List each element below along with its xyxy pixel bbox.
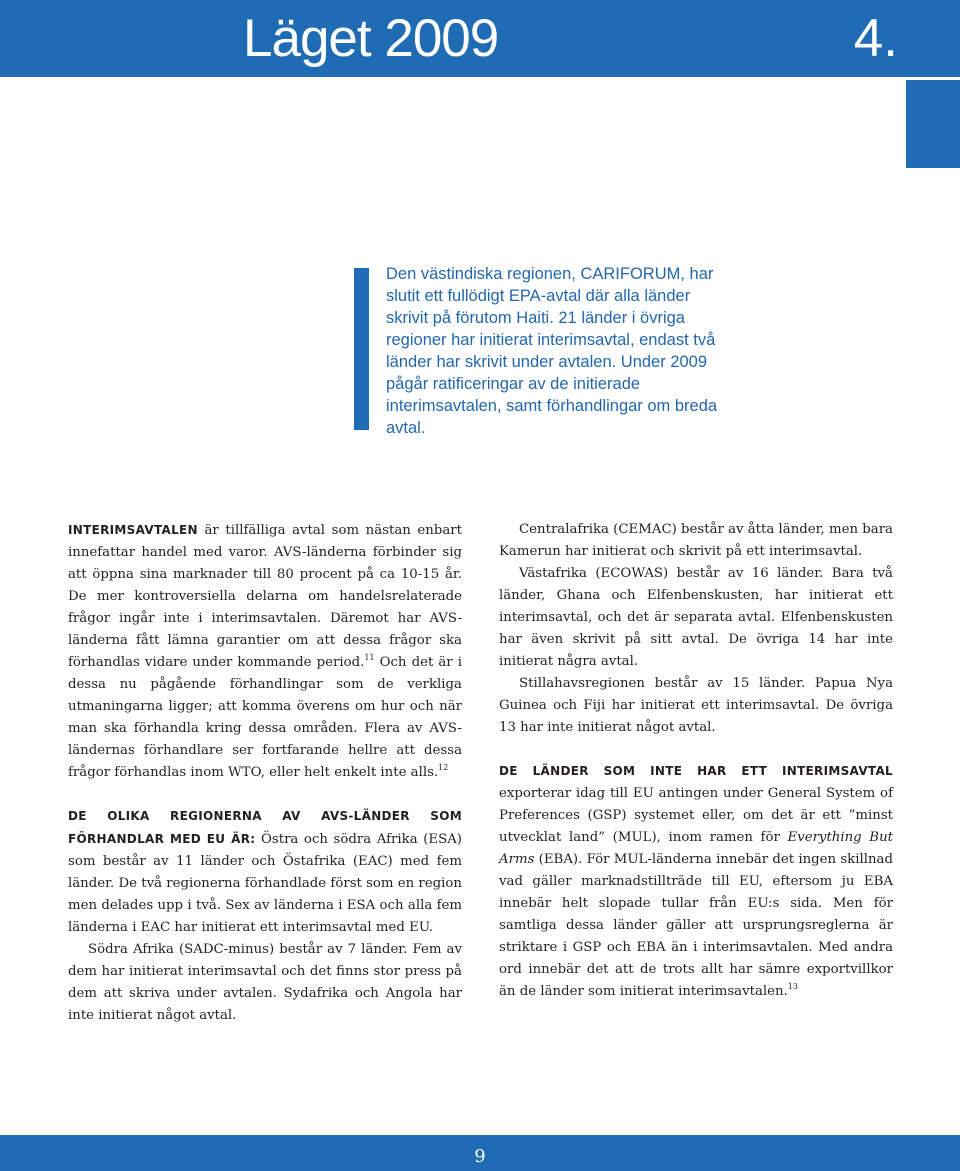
- chapter-number: 4.: [853, 9, 898, 68]
- paragraph-stillahav: Stillahavsregionen består av 15 länder. Papua Nya Guinea och Fiji har initierat ett interimsavtal. De övriga 13 har inte initierat något avtal.: [499, 676, 893, 735]
- paragraph-interimsavtalen: [68, 519, 462, 784]
- run-in-heading: DE OLIKA REGIONERNA AV AVS-LÄNDER SOM FÖRHANDLAR MED EU ÄR:: [68, 809, 462, 846]
- paragraph-text: är tillfälliga avtal som nästan enbart innefattar handel med varor. AVS-länderna förbinder sig att öppna sina marknader till 80 procent på ca 10-15 år. De mer kontroversiella delarna om handelsrelaterade frågor ingår inte i interimsavtalen. Däremot har AVS-länderna fått lämna garantier om att dessa frågor ska förhandlas vidare under kommande period.: [68, 523, 462, 670]
- run-in-heading: INTERIMSAVTALEN: [68, 523, 198, 537]
- chapter-tab-block: [906, 80, 960, 168]
- page-number: 9: [474, 1146, 486, 1167]
- paragraph-sadc: Södra Afrika (SADC-minus) består av 7 länder. Fem av dem har initierat interimsavtal och det finns stor press på dem att skriva under avtalen. Sydafrika och Angola har inte initierat något avtal.: [68, 942, 462, 1023]
- intro-accent-bar: [354, 268, 369, 430]
- paragraph-regionerna: [68, 805, 462, 939]
- page-title: Läget 2009: [243, 9, 499, 68]
- paragraph-text: Östra och södra Afrika (ESA) som består av 11 länder och Östafrika (EAC) med fem länder. De två regionerna förhandlade först som en region men delades upp i två. Sex av länderna i ESA och alla fem länderna i EAC har initierat ett interimsavtal med EU.: [68, 832, 462, 935]
- italic-term: Everything But Arms: [499, 830, 893, 867]
- paragraph-text: Och det är i dessa nu pågående förhandlingar som de verkliga utmaningarna ligger; att komma överens om hur och när man ska förhandla kring dessa områden. Flera av AVS-ländernas förhandlare ser fortfarande hellre att dessa frågor förhandlas inom WTO, eller helt enkelt inte alls.: [68, 655, 462, 780]
- paragraph-text: exporterar idag till EU antingen under General System of Preferences (GSP) systemet eller, om det är ett ”minst utvecklat land” (MUL), inom ramen för: [499, 786, 893, 845]
- paragraph-utan-interimsavtal: [499, 760, 893, 1003]
- paragraph-cemac: Centralafrika (CEMAC) består av åtta länder, men bara Kamerun har initierat och skrivit på ett interimsavtal.: [499, 522, 893, 559]
- paragraph-text: (EBA). För MUL-länderna innebär det ingen skillnad vad gäller marknadstillträde till EU, eftersom ju EBA innebär helt slopade tullar från EU:s sida. Men för samtliga dessa länder gäller att ursprungsreglerna är striktare i GSP och EBA än i interimsavtalen. Med andra ord innebär det att de trots allt har sämre exportvillkor än de länder som initierat interimsavtalen.: [499, 852, 893, 999]
- run-in-heading: DE LÄNDER SOM INTE HAR ETT INTERIMSAVTAL: [499, 764, 893, 778]
- right-column: [499, 519, 893, 1003]
- header-divider: [0, 78, 960, 80]
- intro-lead-text: Den västindiska regionen, CARIFORUM, har slutit ett fullödigt EPA-avtal där alla länder skrivit på förutom Haiti. 21 länder i övriga regioner har initierat interimsavtal, endast två länder har skrivit under avtalen. Under 2009 pågår ratificeringar av de initierade interimsavtalen, samt förhandlingar om breda avtal.: [386, 265, 718, 437]
- header-bar: [0, 0, 960, 77]
- footnote-ref: 12: [438, 763, 449, 772]
- paragraph-ecowas: Västafrika (ECOWAS) består av 16 länder. Bara två länder, Ghana och Elfenbenskusten, har initierat ett interimsavtal, och det är separata avtal. Elfenbenskusten har även skrivit på sitt avtal. De övriga 14 har inte initierat några avtal.: [499, 566, 893, 669]
- footnote-ref: 13: [787, 982, 798, 991]
- left-column: [68, 519, 462, 1027]
- footnote-ref: 11: [364, 653, 375, 662]
